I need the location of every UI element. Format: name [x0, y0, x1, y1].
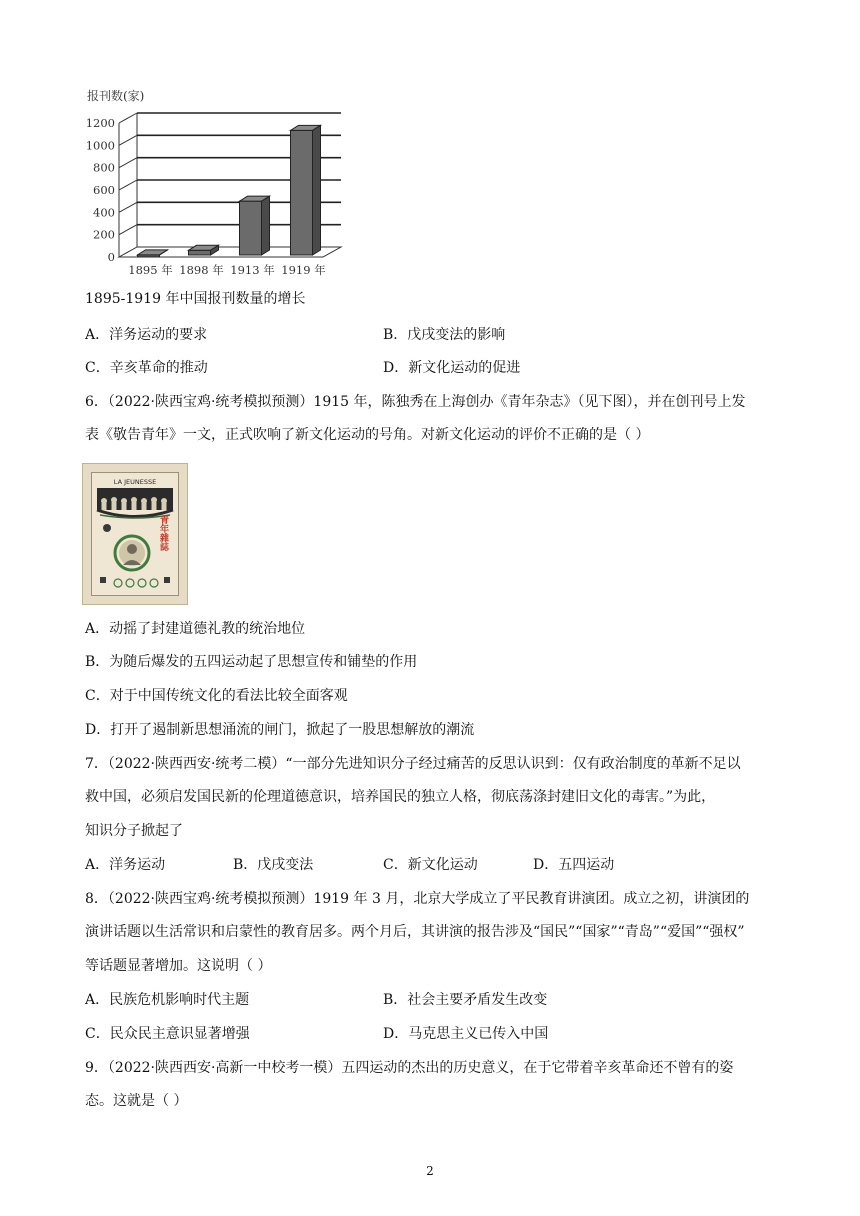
gridline-diagonal: [119, 180, 137, 190]
q7-option-c[interactable]: C．新文化运动: [383, 857, 478, 873]
q6-option-a[interactable]: A．动摇了封建道德礼教的统治地位: [85, 621, 306, 637]
q6-stem-line1: 6．（2022·陕西宝鸡·统考模拟预测）1915 年，陈独秀在上海创办《青年杂志》（见下图），并在创刊号上发: [85, 394, 746, 410]
q7-stem-line3: 知识分子掀起了: [85, 823, 183, 839]
y-tick-label: 600: [93, 183, 115, 197]
q7-option-b[interactable]: B．戊戌变法: [233, 857, 314, 873]
y-tick-label: 0: [107, 250, 115, 264]
q7-option-d[interactable]: D．五四运动: [533, 857, 615, 873]
q8-option-a[interactable]: A．民族危机影响时代主题: [85, 992, 250, 1008]
y-tick-label: 200: [93, 227, 115, 242]
q8-option-b[interactable]: B．社会主要矛盾发生改变: [383, 992, 548, 1008]
q7-option-a[interactable]: A．洋务运动: [85, 857, 166, 873]
bar: [291, 130, 313, 255]
q7-stem-line1: 7．（2022·陕西西安·统考二模）“一部分先进知识分子经过痛苦的反思认识到：仅有政治制度的革新不足以: [85, 756, 741, 772]
y-tick-label: 400: [93, 205, 115, 220]
q9-stem-line1: 9．（2022·陕西西安·高新一中校考一模）五四运动的杰出的历史意义，在于它带着辛亥革命还不曾有的姿: [85, 1060, 734, 1076]
bar-side: [313, 125, 321, 255]
q7-stem-line2: 救中国，必须启发国民新的伦理道德意识，培养国民的独立人格，彻底荡涤封建旧文化的毒害。”为此，: [85, 789, 716, 805]
q9-stem-line2: 态。这就是（ ）: [85, 1093, 188, 1109]
q5-option-a[interactable]: A．洋务运动的要求: [85, 327, 208, 343]
x-tick-label: 1919 年: [281, 263, 326, 277]
page-number: 2: [426, 1164, 434, 1178]
x-tick-label: 1913 年: [230, 263, 275, 277]
cover-masthead: LA JEUNESSE: [113, 478, 157, 486]
q5-option-c[interactable]: C．辛亥革命的推动: [85, 360, 208, 376]
gridline-diagonal: [119, 158, 137, 168]
bar-side: [262, 196, 270, 255]
bar: [189, 250, 211, 255]
x-tick-label: 1898 年: [179, 263, 224, 277]
q5-option-d[interactable]: D．新文化运动的促进: [383, 360, 521, 376]
q5-option-b[interactable]: B．戊戌变法的影响: [383, 327, 506, 343]
q6-stem-line2: 表《敬告青年》一文，正式吹响了新文化运动的号角。对新文化运动的评价不正确的是（ ）: [85, 427, 650, 443]
gridline-diagonal: [119, 113, 137, 123]
la-jeunesse-cover-image: [82, 463, 188, 605]
q8-stem-line2: 演讲话题以生活常识和启蒙性的教育居多。两个月后，其讲演的报告涉及“国民”“国家”“青岛”“爱国”“强权”: [85, 924, 745, 940]
q8-option-c[interactable]: C．民众民主意识显著增强: [85, 1026, 250, 1042]
y-tick-label: 800: [93, 160, 115, 175]
newspaper-count-chart: [85, 85, 355, 285]
y-tick-label: 1000: [85, 138, 115, 153]
gridline-diagonal: [119, 135, 137, 145]
y-tick-label: 1200: [85, 116, 115, 130]
q8-stem-line3: 等话题显著增加。这说明（ ）: [85, 958, 272, 974]
q6-option-b[interactable]: B．为随后爆发的五四运动起了思想宣传和铺垫的作用: [85, 654, 418, 670]
y-axis-label: 报刊数(家): [87, 89, 145, 103]
x-tick-label: 1895 年: [128, 263, 173, 277]
q8-option-d[interactable]: D．马克思主义已传入中国: [383, 1026, 549, 1042]
bar: [240, 201, 262, 255]
cover-title: 青年雜誌: [158, 515, 168, 551]
q8-stem-line1: 8．（2022·陕西宝鸡·统考模拟预测）1919 年 3 月，北京大学成立了平民教育讲演团。成立之初，讲演团的: [85, 891, 750, 907]
q6-option-c[interactable]: C．对于中国传统文化的看法比较全面客观: [85, 688, 348, 704]
gridline-diagonal: [119, 225, 137, 235]
chart-caption: 1895-1919 年中国报刊数量的增长: [85, 291, 306, 307]
gridline-diagonal: [119, 202, 137, 212]
q6-option-d[interactable]: D．打开了遏制新思想涌流的闸门，掀起了一股思想解放的潮流: [85, 722, 475, 738]
